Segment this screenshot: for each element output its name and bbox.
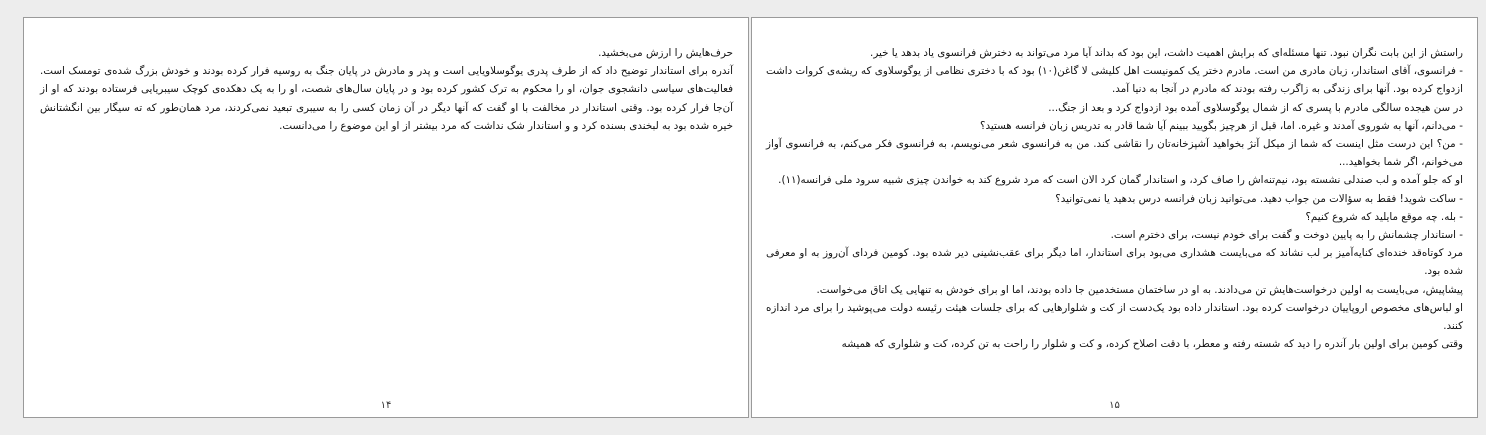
page-number: ۱۵ (1109, 400, 1120, 411)
paragraph: او که جلو آمده و لب صندلی نشسته بود، نیم‌تنه‌اش را صاف کرد، و استاندار گمان کرد الان است که مرد شروع کند به خواندن چیزی شبیه سرود ملی فرانسه(۱۱). (778, 174, 1463, 187)
paragraph: پیشاپیش، می‌بایست به اولین درخواست‌هایش تن می‌دادند. به او در ساختمان مستخدمین جا داده بودند، اما او برای خودش به تنهایی یک اتاق می‌خواست. (816, 283, 1463, 296)
paragraph: حرف‌هایش را ارزش می‌بخشید. (598, 47, 733, 59)
paragraph: در سن هیجده سالگی مادرم با پسری که از شمال یوگوسلاوی آمده بود ازدواج کرد و بعد از جنگ... (1048, 101, 1463, 114)
page-body-text (766, 44, 1463, 353)
right-page (751, 17, 1478, 418)
paragraph: - ساکت شوید! فقط به سؤالات من جواب دهید. می‌توانید زبان فرانسه درس بدهید یا نمی‌توانید؟ (1055, 192, 1463, 205)
paragraph: آندره برای استاندار توضیح داد که از طرف پدری یوگوسلاویایی است و پدر و مادرش در پایان جنگ به روسیه فرار کرده بودند و خودش بزرگ شده‌ی تومسک است. فعالیت‌های سیاسی دانشجوی جوان، او را محکوم به ترک کشور کرده بود و در پایان سال‌های شصت، او را به یک دهکده‌ی کوچک سیبریایی فرستاده بودند که او از آن‌جا فرار کرده بود. وقتی استاندار در مخالفت با او گفت که آنها دیگر در آن زمان کسی را به سیبری تبعید نمی‌کردند، مرد همان‌طور که ته سیگار بین انگشتانش خیره شده بود به لبخندی بسنده کرد و و استاندار شک نداشت که مرد بیشتر از او این موضوع را می‌دانست. (40, 65, 733, 132)
page-body-text (40, 44, 733, 135)
paragraph: راستش از این بابت نگران نبود. تنها مسئله‌ای که برایش اهمیت داشت، این بود که بداند آیا مرد می‌تواند به دخترش فرانسوی یاد بدهد یا خیر. (870, 47, 1463, 59)
paragraph: وقتی کومین برای اولین بار آندره را دید که شسته رفته و معطر، با دقت اصلاح کرده، و کت و شلوار را راحت به تن کرده، کت و شلواری که همیشه (841, 338, 1463, 351)
paragraph: - می‌دانم، آنها به شوروی آمدند و غیره. اما، قبل از هرچیز بگویید ببینم آیا شما قادر به تدریس زبان فرانسه هستید؟ (980, 119, 1463, 132)
paragraph: او لباس‌های مخصوص اروپاییان درخواست کرده بود. استاندار داده بود یک‌دست از کت و شلوارهایی که برای جلسات هیئت رئیسه دولت می‌پوشید را برای مرد اندازه کنند. (766, 301, 1463, 333)
paragraph: مرد کوتاه‌قد خنده‌ای کنایه‌آمیز بر لب نشاند که می‌بایست هشداری می‌بود برای استاندار، اما دیگر برای عقب‌نشینی دیر شده بود. کومین فردای آن‌روز به او معرفی شده بود. (766, 247, 1463, 278)
paragraph: - من؟ این درست مثل اینست که شما از میکل آنژ بخواهید آشپزخانه‌تان را نقاشی کند. من به فرانسوی شعر می‌نویسم، به فرانسوی فکر می‌کنم، به فرانسوی آواز می‌خوانم، اگر شما بخواهید... (766, 138, 1463, 169)
paragraph: - استاندار چشمانش را به پایین دوخت و گفت برای خودم نیست، برای دخترم است. (1110, 229, 1463, 242)
page-number: ۱۴ (380, 400, 392, 411)
paragraph: - بله. چه موقع مایلید که شروع کنیم؟ (1305, 210, 1463, 223)
paragraph: - فرانسوی، آقای استاندار، زبان مادری من است. مادرم دختر یک کمونیست اهل کلیشی لا گاغن(۱۰) بود که با دختری نظامی از یوگوسلاوی که ریشه‌ی کروات داشت ازدواج کرده بود. آنها برای زندگی به زاگرب رفته بودند که مادرم در آنجا به دنیا آمد. (766, 65, 1463, 96)
left-page (23, 17, 749, 418)
